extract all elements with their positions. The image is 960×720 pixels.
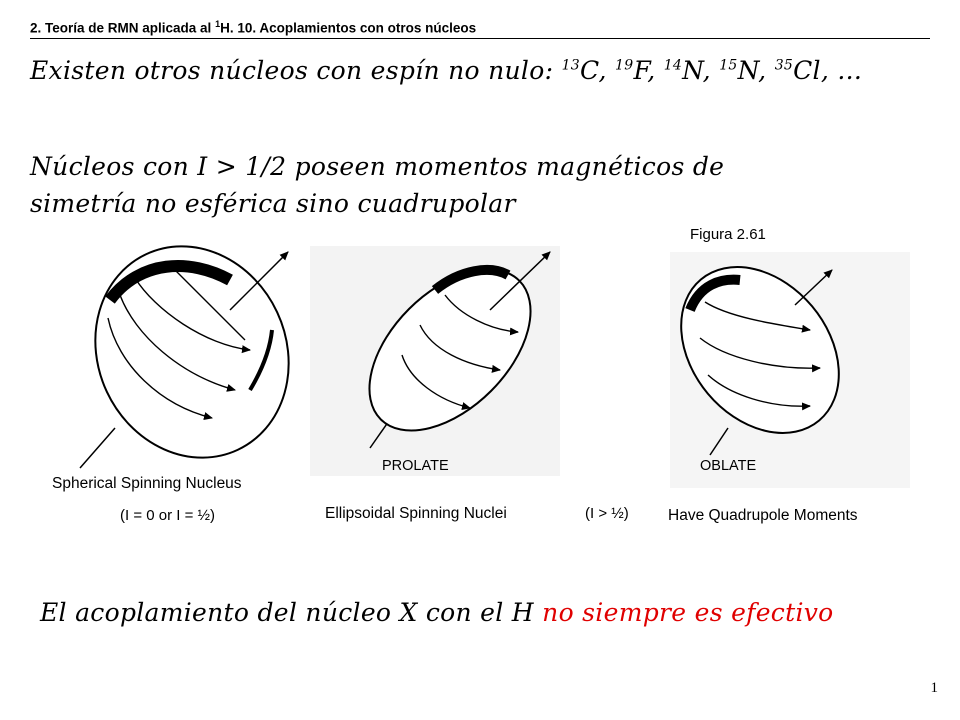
page-number: 1 bbox=[930, 680, 938, 696]
figure-label: Figura 2.61 bbox=[690, 226, 766, 243]
oblate-label: OBLATE bbox=[700, 458, 757, 474]
sphere-body bbox=[61, 240, 323, 490]
spherical-spin-condition: (I = 0 or I = ½) bbox=[120, 507, 216, 524]
nuclei-list-line: Existen otros núcleos con espín no nulo: $^{13}$C, $^{19}$F, $^{14}$N, $^{15}$N, $^{35}$Cl, ... bbox=[30, 56, 863, 85]
coupling-conclusion-red: no siempre es efectivo bbox=[542, 598, 834, 627]
nuclei-figure bbox=[40, 240, 920, 550]
prolate-label: PROLATE bbox=[382, 458, 449, 474]
quadrupole-statement-line1: Núcleos con I > 1/2 poseen momentos magnéticos de bbox=[30, 152, 725, 181]
coupling-conclusion bbox=[40, 598, 834, 627]
spherical-nucleus-diagram bbox=[61, 240, 323, 490]
spherical-caption: Spherical Spinning Nucleus bbox=[52, 475, 242, 492]
coupling-conclusion-black: El acoplamiento del núcleo X con el H bbox=[40, 598, 543, 627]
slide-header bbox=[30, 14, 930, 39]
ellipsoidal-caption: Ellipsoidal Spinning Nuclei bbox=[325, 505, 507, 522]
quadrupole-statement-line2: simetría no esférica sino cuadrupolar bbox=[30, 189, 516, 218]
header-title: 2. Teoría de RMN aplicada al $^1$H. 10. Acoplamientos con otros núcleos bbox=[30, 19, 477, 36]
quadrupole-caption: Have Quadrupole Moments bbox=[668, 507, 858, 524]
ellipsoidal-spin-condition: (I > ½) bbox=[585, 505, 629, 522]
spin-axis-tail bbox=[80, 428, 115, 468]
